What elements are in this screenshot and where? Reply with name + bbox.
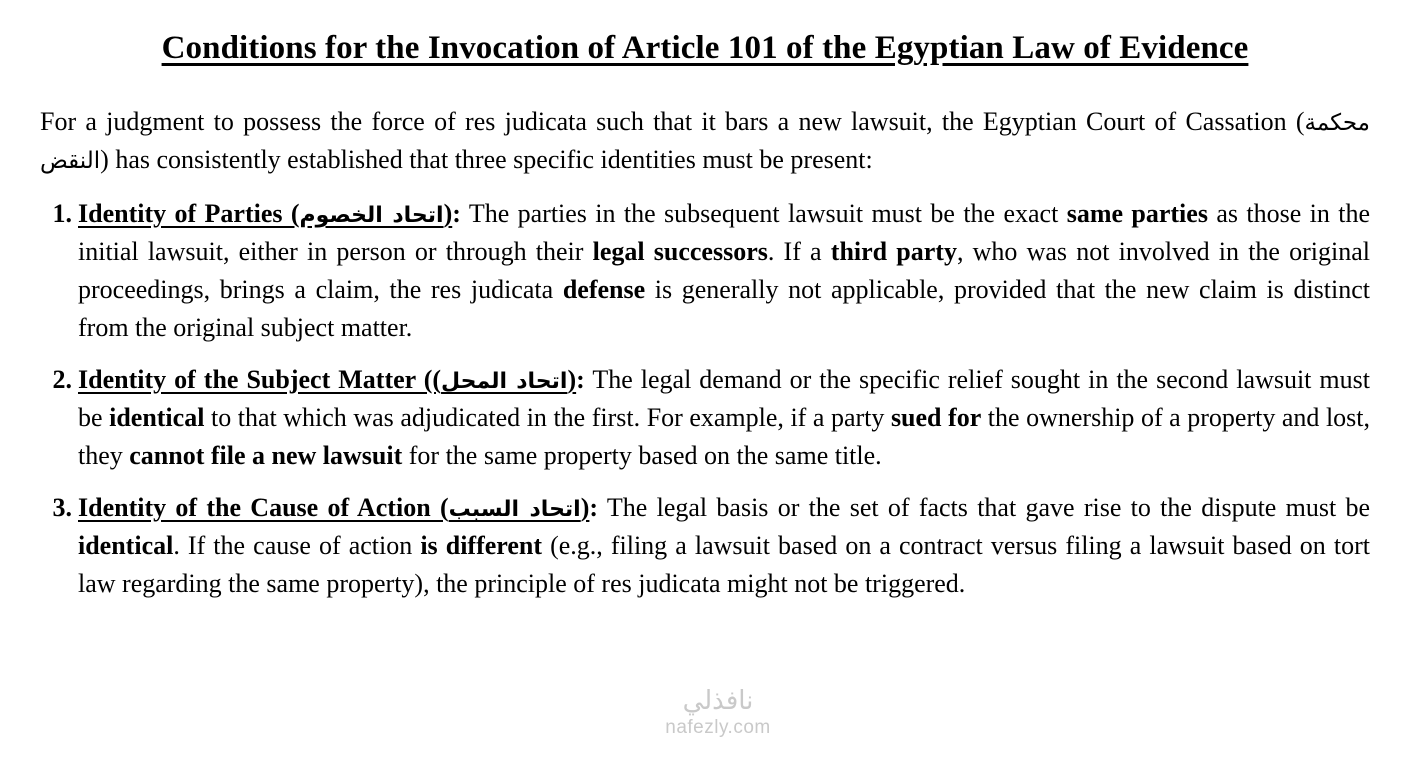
page-title: Conditions for the Invocation of Article 101 of the Egyptian Law of Evidence	[161, 30, 1249, 66]
term-arabic: اتحاد السبب	[448, 496, 581, 522]
watermark	[623, 688, 813, 739]
body-text-3: . If a	[767, 237, 831, 267]
body-text-2: to that which was adjudicated in the first. For example, if a party	[204, 402, 891, 432]
list-item	[40, 195, 1370, 347]
term-text: Identity of the Subject Matter ((	[78, 364, 442, 394]
term-close: )	[567, 364, 577, 394]
emphasis-2: sued for	[890, 402, 982, 432]
intro-part-1: For a judgment to possess the force of res judicata such that it bars a new lawsuit, the Egyptian Court of Cassation (	[40, 107, 1305, 137]
emphasis-2: legal successors	[592, 237, 768, 267]
emphasis-1: identical	[109, 402, 205, 432]
watermark-arabic: نافذلي	[682, 686, 754, 716]
list-item-term	[78, 365, 576, 394]
body-text-1: The legal basis or the set of facts that gave rise to the dispute must be	[598, 492, 1371, 522]
emphasis-3: third party	[830, 237, 957, 267]
emphasis-4: defense	[562, 275, 646, 305]
list-item-number: 2.	[52, 364, 72, 394]
list-item-term	[78, 493, 589, 522]
term-arabic: اتحاد المحل	[441, 368, 568, 394]
term-colon: :	[576, 364, 585, 394]
body-text-2: . If the cause of action	[173, 530, 421, 560]
list-item-number: 1.	[52, 199, 72, 229]
body-text-3: (e.g., filing a lawsuit based on a contract versus filing a lawsuit based on tort law regarding the same property), the principle of res judicata might not be triggered.	[78, 530, 1370, 598]
intro-arabic-term: محكمة النقض	[40, 110, 1370, 175]
term-close: )	[443, 199, 453, 229]
body-text-2: as those in the initial lawsuit, either in person or through their	[78, 199, 1371, 267]
body-text-1: The legal demand or the specific relief sought in the second lawsuit must be	[78, 364, 1370, 432]
term-text: Identity of the Cause of Action (	[78, 492, 449, 522]
emphasis-1: same parties	[1066, 199, 1208, 229]
list-item-number: 3.	[52, 492, 72, 522]
body-text-5: is generally not applicable, provided that the new claim is distinct from the original subject matter.	[78, 275, 1370, 343]
list-item-term	[78, 199, 452, 228]
body-text-3: the ownership of a property and lost, they	[78, 402, 1371, 470]
conditions-list	[40, 195, 1370, 603]
emphasis-1: identical	[78, 530, 174, 560]
term-colon: :	[589, 492, 599, 522]
term-arabic: اتحاد الخصوم	[299, 203, 444, 229]
intro-part-2: ) has consistently established that three specific identities must be present:	[100, 145, 873, 175]
emphasis-2: is different	[420, 530, 542, 560]
term-text: Identity of Parties (	[78, 199, 300, 229]
watermark-url: nafezly.com	[665, 717, 771, 739]
list-item	[40, 489, 1370, 603]
body-text-4: , who was not involved in the original proceedings, brings a claim, the res judicata	[78, 237, 1370, 305]
body-text-1: The parties in the subsequent lawsuit must be the exact	[460, 199, 1067, 229]
intro-paragraph	[40, 103, 1370, 179]
emphasis-3: cannot file a new lawsuit	[129, 440, 403, 470]
term-close: )	[580, 492, 590, 522]
body-text-4: for the same property based on the same title.	[402, 440, 882, 470]
term-colon: :	[452, 199, 461, 229]
list-item	[40, 361, 1370, 475]
